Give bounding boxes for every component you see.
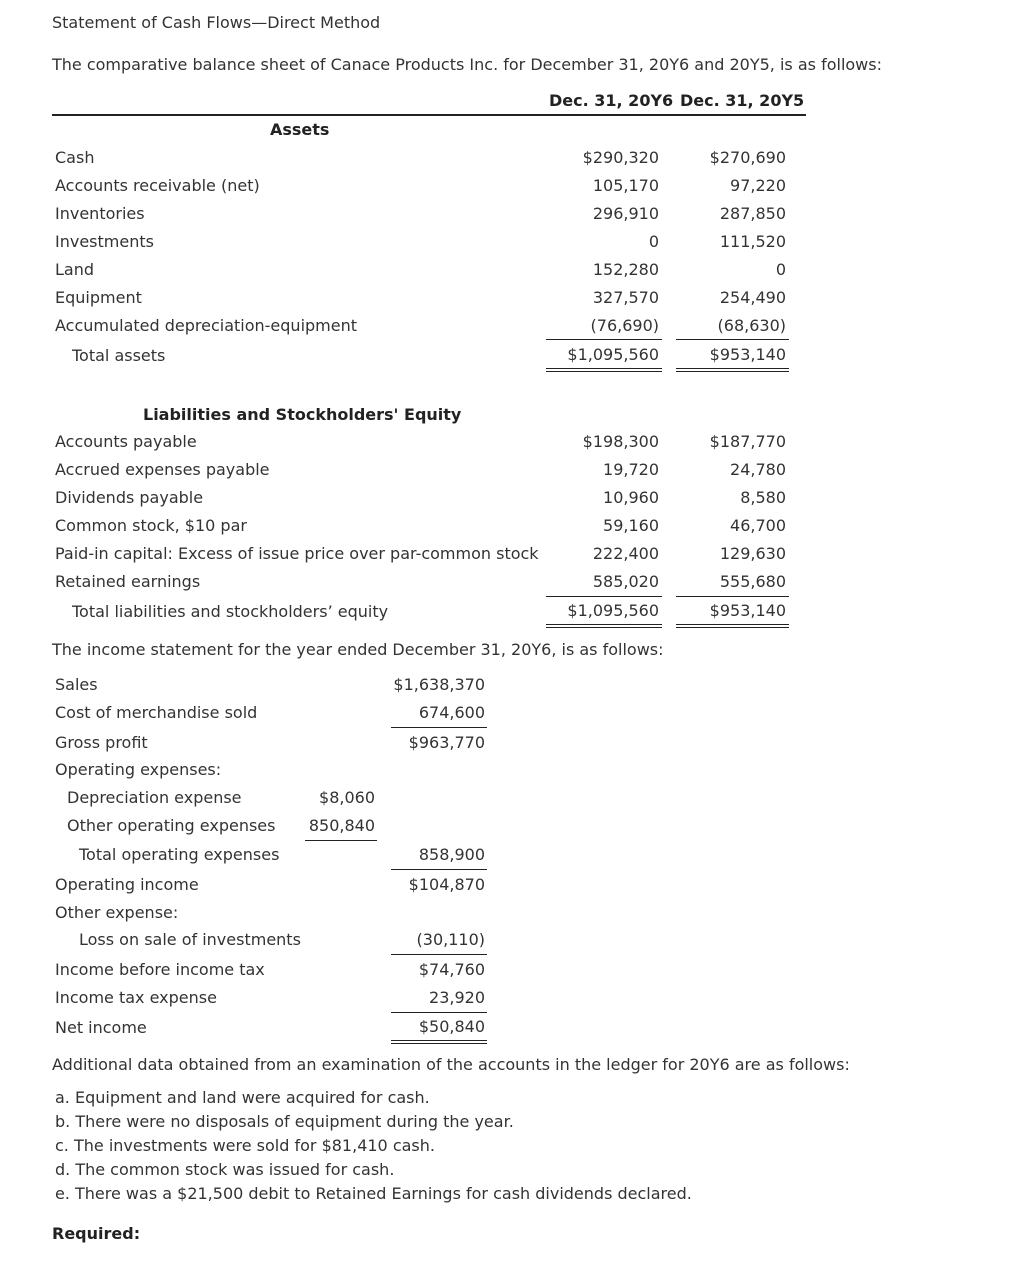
other-expense-heading: Other expense: (55, 903, 179, 922)
net-rule (391, 1012, 487, 1013)
total-assets-y5: $953,140 (709, 345, 786, 364)
asset-label-cash: Cash (55, 148, 95, 167)
income-value-cogs: 674,600 (418, 703, 485, 722)
liab-label-retained: Retained earnings (55, 572, 201, 591)
net-double-rule-a (391, 1040, 487, 1041)
intro-text: The comparative balance sheet of Canace Products Inc. for December 31, 20Y6 and 20Y5, is as follows: (52, 55, 882, 74)
asset-y5-accum-dep: (68,630) (717, 316, 786, 335)
total-liab-label: Total liabilities and stockholders’ equity (72, 602, 389, 621)
income-intro: The income statement for the year ended December 31, 20Y6, is as follows: (52, 640, 664, 659)
additional-item-b: b. There were no disposals of equipment during the year. (55, 1112, 514, 1131)
income-label-dep: Depreciation expense (67, 788, 242, 807)
asset-y5-land: 0 (775, 260, 786, 279)
asset-y6-inventories: 296,910 (592, 204, 659, 223)
liab-subtotal-rule-y6 (546, 596, 662, 597)
assets-double-rule-d (676, 371, 789, 372)
income-label-loss: Loss on sale of investments (79, 930, 301, 949)
assets-subtotal-rule-y6 (546, 339, 662, 340)
op-income-rule (391, 869, 487, 870)
liab-y5-paid-in: 129,630 (719, 544, 786, 563)
liab-y6-paid-in: 222,400 (592, 544, 659, 563)
opex-heading: Operating expenses: (55, 760, 222, 779)
asset-label-ar: Accounts receivable (net) (55, 176, 260, 195)
asset-y6-cash: $290,320 (582, 148, 659, 167)
asset-label-land: Land (55, 260, 95, 279)
liab-label-ap: Accounts payable (55, 432, 197, 451)
liab-y5-dividends: 8,580 (740, 488, 786, 507)
header-rule (52, 114, 806, 116)
liab-label-common: Common stock, $10 par (55, 516, 247, 535)
income-value-tax: 23,920 (429, 988, 485, 1007)
ibt-rule (391, 954, 487, 955)
income-value-loss: (30,110) (416, 930, 485, 949)
asset-y5-equipment: 254,490 (719, 288, 786, 307)
net-double-rule-b (391, 1043, 487, 1044)
liab-double-rule-c (676, 624, 789, 625)
income-label-cogs: Cost of merchandise sold (55, 703, 258, 722)
asset-y6-land: 152,280 (592, 260, 659, 279)
liab-y6-common: 59,160 (603, 516, 659, 535)
income-label-tax: Income tax expense (55, 988, 217, 1007)
liab-y6-ap: $198,300 (582, 432, 659, 451)
income-label-ibt: Income before income tax (55, 960, 265, 979)
additional-item-d: d. The common stock was issued for cash. (55, 1160, 395, 1179)
additional-intro: Additional data obtained from an examination of the accounts in the ledger for 20Y6 are as follows: (52, 1055, 850, 1074)
liab-y5-ap: $187,770 (709, 432, 786, 451)
liab-subtotal-rule-y5 (676, 596, 789, 597)
income-label-sales: Sales (55, 675, 98, 694)
opex-subtotal-rule (305, 840, 377, 841)
asset-y5-inventories: 287,850 (719, 204, 786, 223)
col-header-20y6: Dec. 31, 20Y6 (549, 91, 674, 110)
page-title: Statement of Cash Flows—Direct Method (52, 13, 381, 32)
asset-y6-ar: 105,170 (592, 176, 659, 195)
income-value-ibt: $74,760 (418, 960, 485, 979)
required-heading: Required: (52, 1224, 141, 1243)
income-value-other-opex: 850,840 (308, 816, 375, 835)
gross-rule (391, 727, 487, 728)
asset-y5-investments: 111,520 (719, 232, 786, 251)
income-value-dep: $8,060 (319, 788, 375, 807)
asset-y6-accum-dep: (76,690) (590, 316, 659, 335)
total-assets-y6: $1,095,560 (567, 345, 659, 364)
income-value-gross: $963,770 (408, 733, 485, 752)
liab-y6-retained: 585,020 (592, 572, 659, 591)
liab-double-rule-b (546, 627, 662, 628)
assets-double-rule-b (546, 371, 662, 372)
income-label-net: Net income (55, 1018, 147, 1037)
asset-y6-equipment: 327,570 (592, 288, 659, 307)
income-value-net: $50,840 (418, 1017, 485, 1036)
liab-y5-common: 46,700 (730, 516, 786, 535)
liab-y5-retained: 555,680 (719, 572, 786, 591)
total-liab-y6: $1,095,560 (567, 601, 659, 620)
income-label-gross: Gross profit (55, 733, 148, 752)
asset-y5-cash: $270,690 (709, 148, 786, 167)
income-value-sales: $1,638,370 (393, 675, 485, 694)
liab-label-dividends: Dividends payable (55, 488, 204, 507)
asset-label-inventories: Inventories (55, 204, 145, 223)
income-label-other-opex: Other operating expenses (67, 816, 276, 835)
income-label-total-opex: Total operating expenses (79, 845, 280, 864)
asset-y6-investments: 0 (648, 232, 659, 251)
liab-y6-accrued: 19,720 (603, 460, 659, 479)
total-assets-label: Total assets (72, 346, 166, 365)
liab-double-rule-a (546, 624, 662, 625)
liab-label-paid-in: Paid-in capital: Excess of issue price over par-common stock (55, 544, 539, 563)
additional-item-e: e. There was a $21,500 debit to Retained Earnings for cash dividends declared. (55, 1184, 692, 1203)
income-value-op-income: $104,870 (408, 875, 485, 894)
asset-label-accum-dep: Accumulated depreciation-equipment (55, 316, 358, 335)
additional-item-c: c. The investments were sold for $81,410 cash. (55, 1136, 435, 1155)
assets-heading: Assets (270, 120, 330, 139)
liab-y6-dividends: 10,960 (603, 488, 659, 507)
asset-label-equipment: Equipment (55, 288, 142, 307)
assets-double-rule-c (676, 368, 789, 369)
liab-label-accrued: Accrued expenses payable (55, 460, 270, 479)
col-header-20y5: Dec. 31, 20Y5 (680, 91, 805, 110)
liab-y5-accrued: 24,780 (730, 460, 786, 479)
total-liab-y5: $953,140 (709, 601, 786, 620)
income-label-op-income: Operating income (55, 875, 199, 894)
assets-double-rule-a (546, 368, 662, 369)
asset-y5-ar: 97,220 (730, 176, 786, 195)
asset-label-investments: Investments (55, 232, 154, 251)
liab-double-rule-d (676, 627, 789, 628)
liabilities-heading: Liabilities and Stockholders' Equity (143, 405, 462, 424)
additional-item-a: a. Equipment and land were acquired for cash. (55, 1088, 430, 1107)
income-value-total-opex: 858,900 (418, 845, 485, 864)
assets-subtotal-rule-y5 (676, 339, 789, 340)
